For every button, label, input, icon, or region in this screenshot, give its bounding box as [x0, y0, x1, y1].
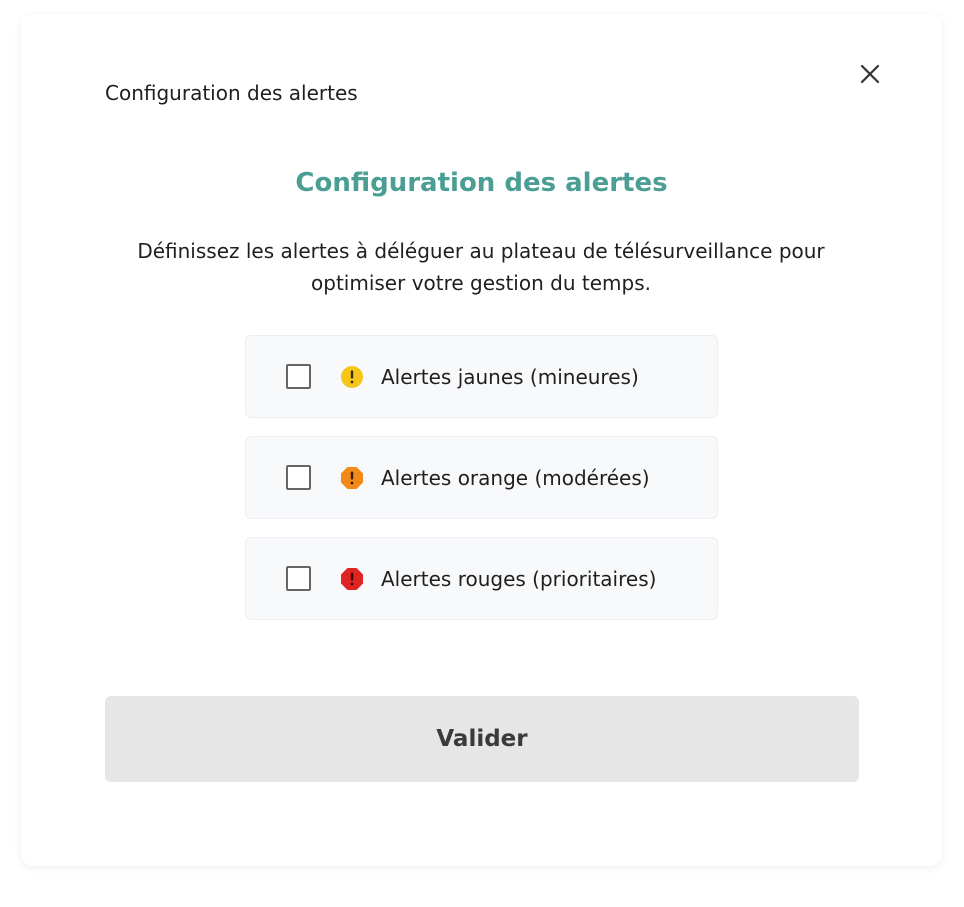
option-label: Alertes rouges (prioritaires): [381, 566, 657, 591]
close-icon: [860, 64, 880, 84]
page-title: Configuration des alertes: [295, 168, 668, 198]
checkbox-yellow-alerts[interactable]: [286, 364, 311, 389]
option-yellow-alerts[interactable]: [245, 335, 718, 418]
checkbox-orange-alerts[interactable]: [286, 465, 311, 490]
option-red-alerts[interactable]: [245, 537, 718, 620]
validate-button[interactable]: Valider: [105, 696, 859, 782]
close-button[interactable]: [855, 59, 885, 89]
warning-octagon-icon: [340, 466, 364, 490]
option-label: Alertes orange (modérées): [381, 465, 650, 490]
alert-options-list: [245, 335, 718, 638]
warning-circle-icon: [340, 365, 364, 389]
alert-config-modal: [21, 14, 942, 866]
warning-octagon-icon: [340, 567, 364, 591]
option-orange-alerts[interactable]: [245, 436, 718, 519]
checkbox-red-alerts[interactable]: [286, 566, 311, 591]
modal-header-title: Configuration des alertes: [105, 81, 358, 105]
description-text: Définissez les alertes à déléguer au plateau de télésurveillance pour optimiser votre gestion du temps.: [137, 239, 825, 295]
option-label: Alertes jaunes (mineures): [381, 364, 639, 389]
